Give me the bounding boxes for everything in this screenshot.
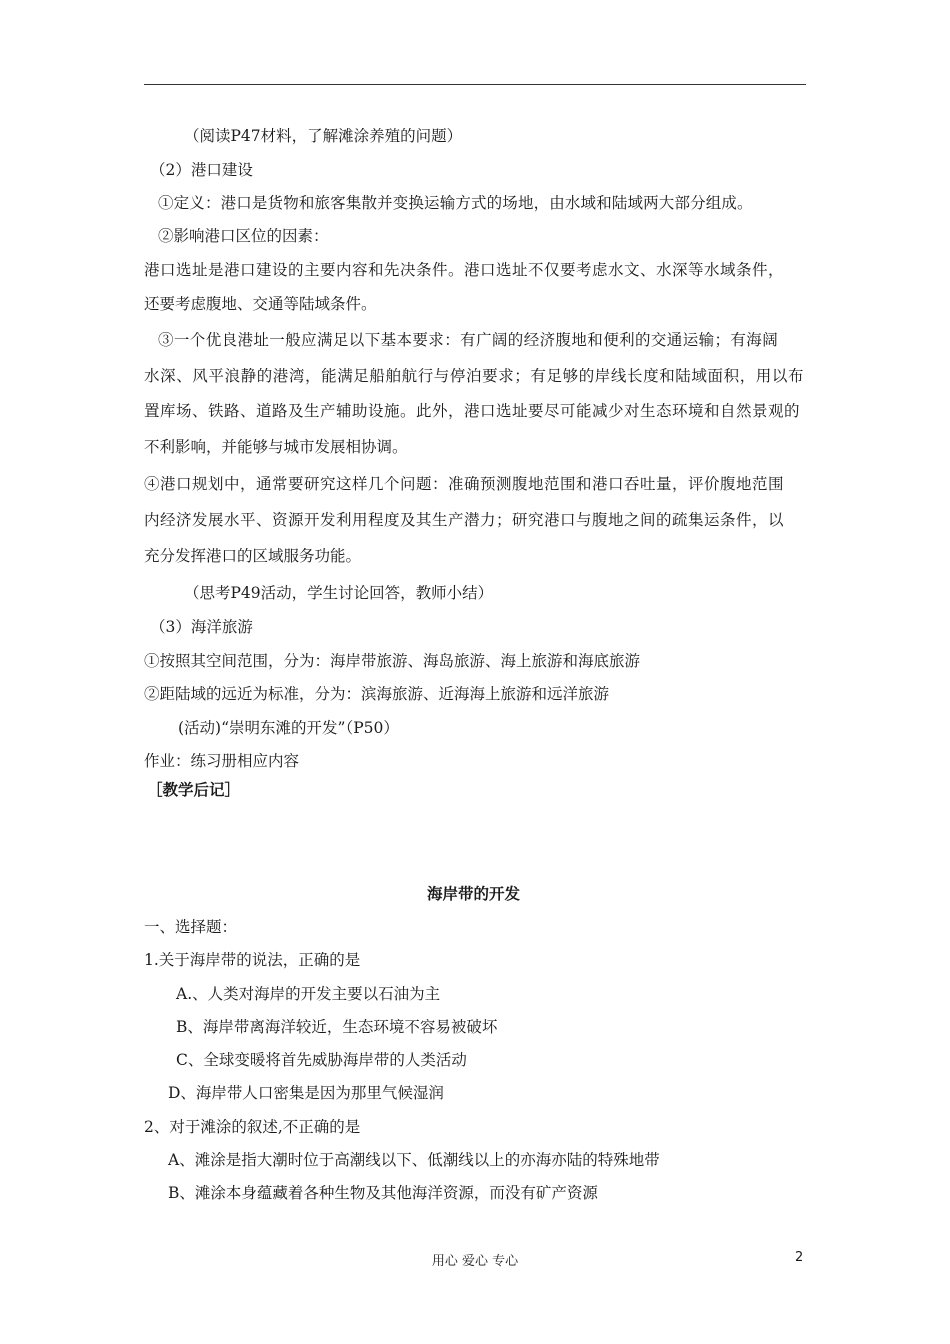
text-line: ③一个优良港址一般应满足以下基本要求：有广阔的经济腹地和便利的交通运输；有海阔 xyxy=(158,331,779,349)
text-line: (活动)“崇明东滩的开发”（P50） xyxy=(178,719,399,737)
text-line: （思考P49活动，学生讨论回答，教师小结） xyxy=(184,584,494,602)
text-line: 内经济发展水平、资源开发利用程度及其生产潜力；研究港口与腹地之间的疏集运条件，以 xyxy=(144,511,785,529)
text-line: （3）海洋旅游 xyxy=(150,618,253,636)
text-line: （2）港口建设 xyxy=(150,161,253,179)
text-line: ②距陆域的远近为标准，分为：滨海旅游、近海海上旅游和远洋旅游 xyxy=(144,685,610,703)
section-heading: ［教学后记］ xyxy=(147,780,241,799)
text-line: 一、选择题： xyxy=(144,918,238,936)
text-line: A.、人类对海岸的开发主要以石油为主 xyxy=(176,985,441,1003)
text-line: 2、对于滩涂的叙述,不正确的是 xyxy=(144,1118,361,1136)
text-line: ①按照其空间范围，分为：海岸带旅游、海岛旅游、海上旅游和海底旅游 xyxy=(144,652,641,670)
text-line: D、海岸带人口密集是因为那里气候湿润 xyxy=(168,1084,444,1102)
page-number: 2 xyxy=(795,1250,804,1265)
text-line: C、全球变暖将首先威胁海岸带的人类活动 xyxy=(176,1051,467,1069)
text-line: 港口选址是港口建设的主要内容和先决条件。港口选址不仅要考虑水文、水深等水域条件， xyxy=(144,261,785,279)
text-line: A、滩涂是指大潮时位于高潮线以下、低潮线以上的亦海亦陆的特殊地带 xyxy=(168,1151,660,1169)
text-line: ①定义：港口是货物和旅客集散并变换运输方式的场地，由水域和陆域两大部分组成。 xyxy=(158,194,753,212)
text-line: 还要考虑腹地、交通等陆域条件。 xyxy=(144,295,377,313)
text-line: 不利影响，并能够与城市发展相协调。 xyxy=(144,438,408,456)
header-rule xyxy=(144,84,806,85)
text-line: （阅读P47材料，了解滩涂养殖的问题） xyxy=(184,127,463,145)
footer-text: 用心 爱心 专心 xyxy=(431,1254,519,1269)
text-line: 充分发挥港口的区域服务功能。 xyxy=(144,547,362,565)
text-line: 置库场、铁路、道路及生产辅助设施。此外，港口选址要尽可能减少对生态环境和自然景观的 xyxy=(144,402,801,420)
page-title: 海岸带的开发 xyxy=(427,884,521,903)
text-line: B、海岸带离海洋较近，生态环境不容易被破坏 xyxy=(176,1018,498,1036)
text-line: 1.关于海岸带的说法，正确的是 xyxy=(144,951,361,969)
text-line: 作业：练习册相应内容 xyxy=(144,752,300,770)
text-line: 水深、风平浪静的港湾，能满足船舶航行与停泊要求；有足够的岸线长度和陆域面积，用以布 xyxy=(144,367,805,385)
text-line: B、滩涂本身蕴藏着各种生物及其他海洋资源，而没有矿产资源 xyxy=(168,1184,598,1202)
text-line: ②影响港口区位的因素： xyxy=(158,227,329,245)
text-line: ④港口规划中，通常要研究这样几个问题：准确预测腹地范围和港口吞吐量，评价腹地范围 xyxy=(144,475,785,493)
